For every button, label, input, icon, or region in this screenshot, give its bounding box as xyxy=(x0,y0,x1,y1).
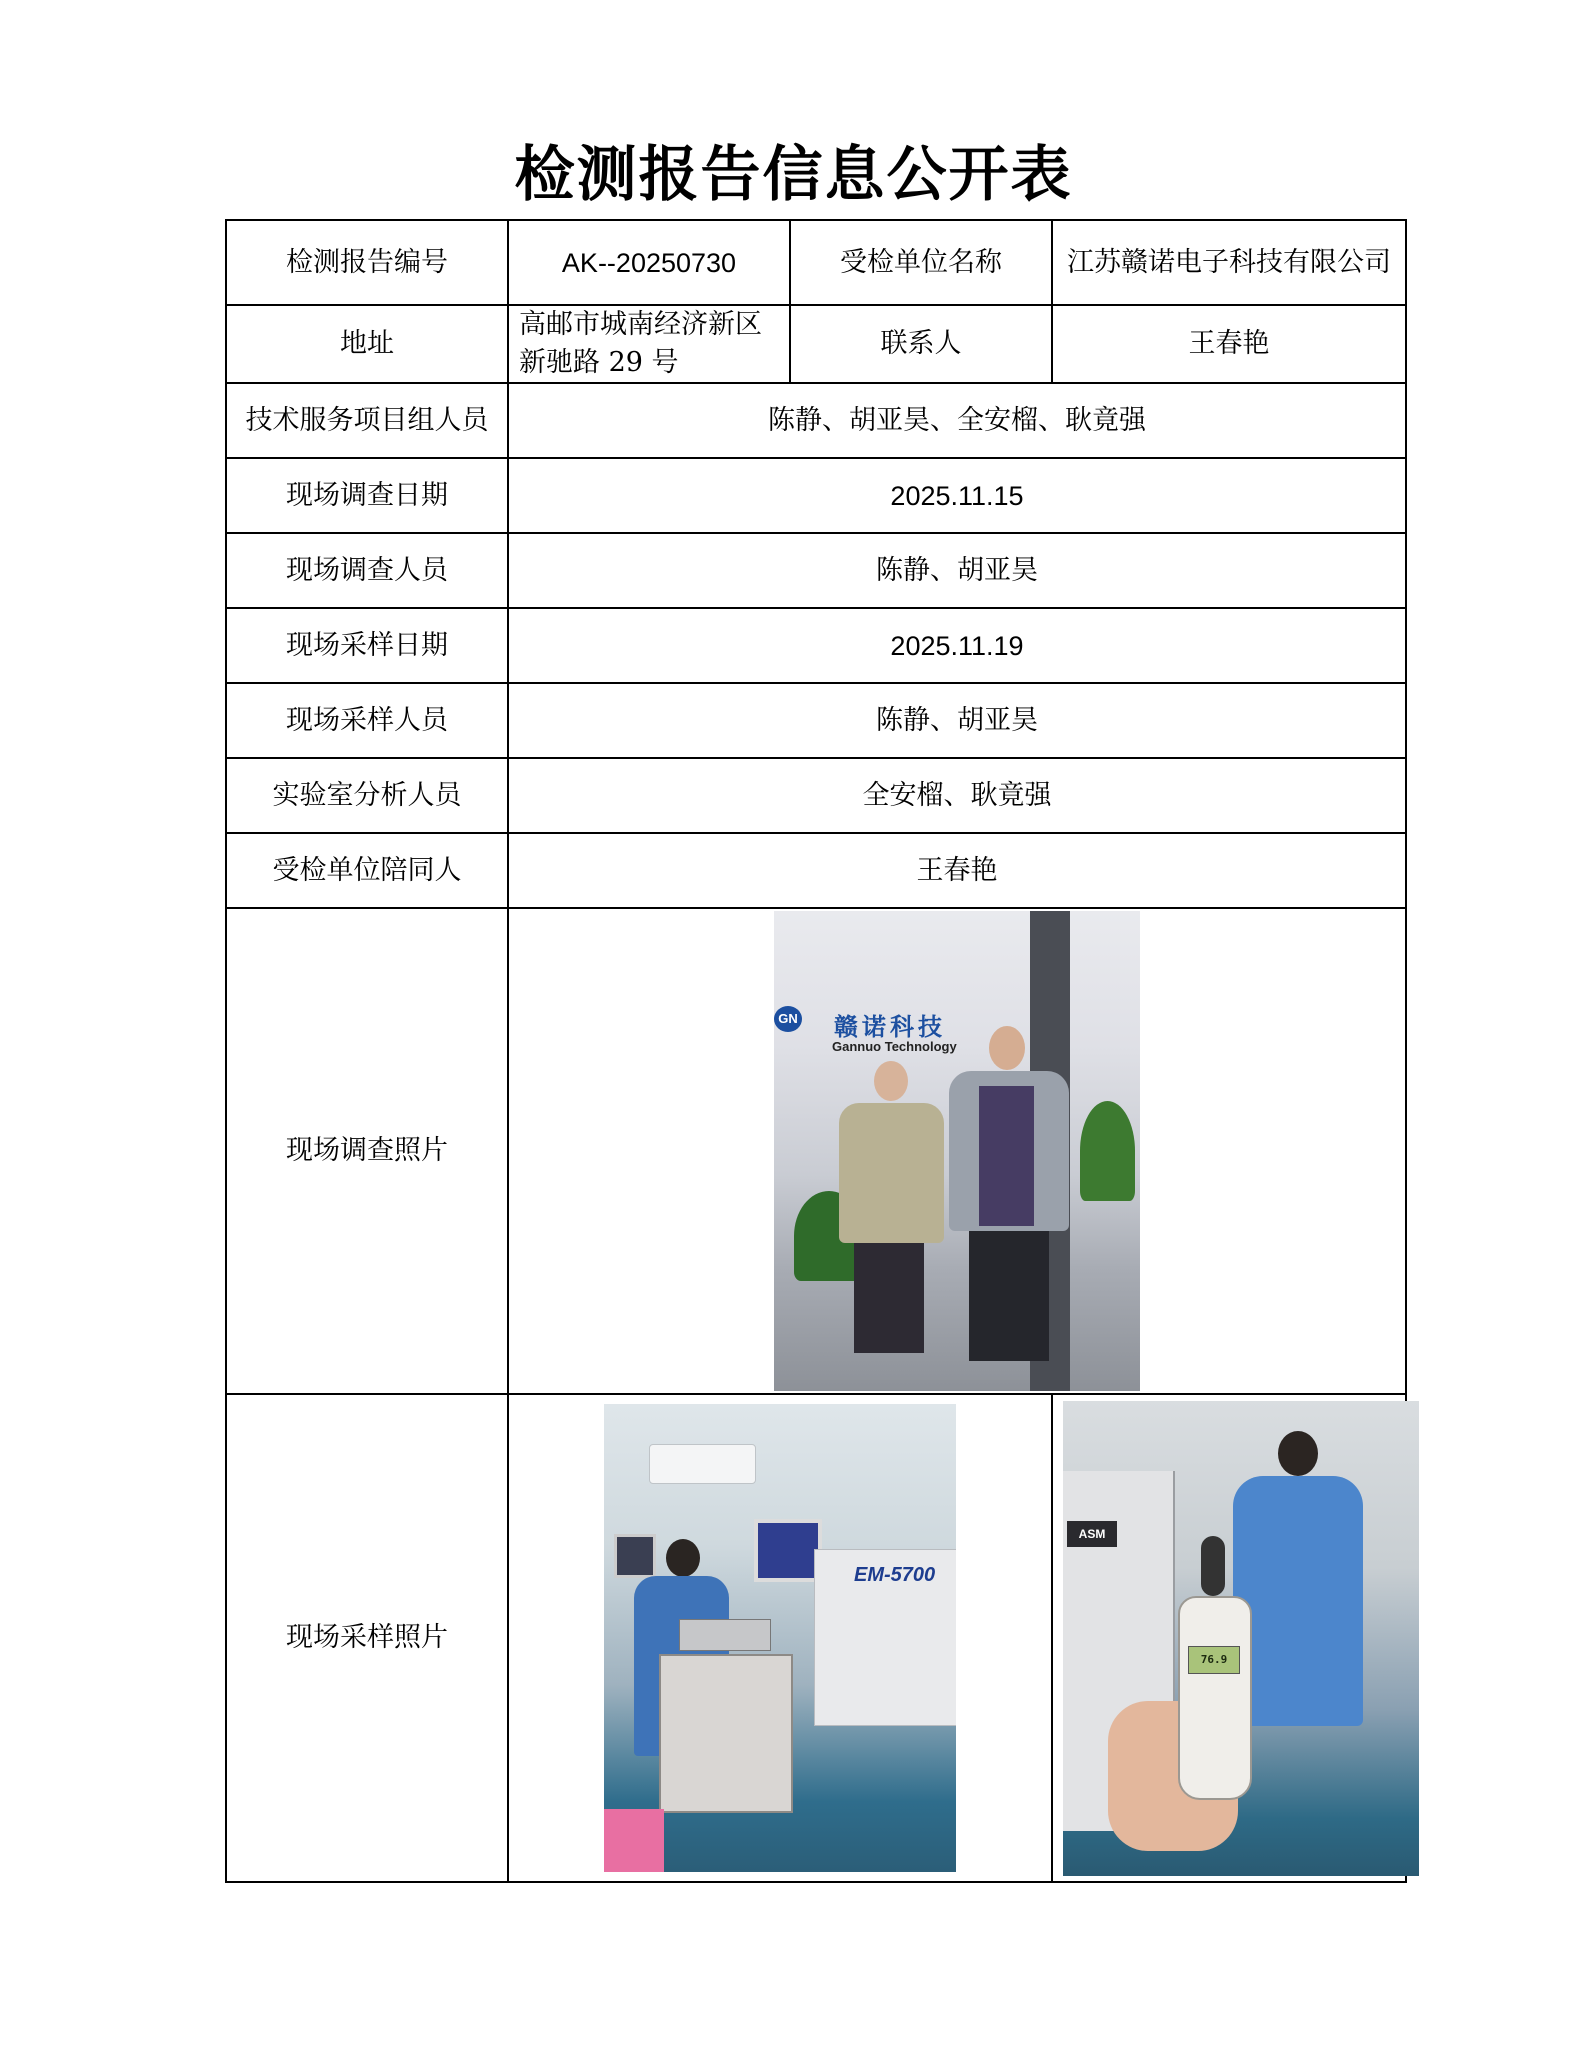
air-conditioner xyxy=(649,1444,756,1484)
survey-staff-label: 现场调查人员 xyxy=(226,533,508,608)
monitor-right xyxy=(754,1519,822,1582)
meter-display: 76.9 xyxy=(1188,1646,1240,1674)
person-man-head xyxy=(989,1026,1025,1070)
team-label: 技术服务项目组人员 xyxy=(226,383,508,458)
instrument-head xyxy=(679,1619,771,1651)
worker-body-2 xyxy=(1233,1476,1363,1726)
escort-label: 受检单位陪同人 xyxy=(226,833,508,908)
unit-value: 江苏赣诺电子科技有限公司 xyxy=(1052,220,1406,305)
sampling-photo-1 xyxy=(604,1404,956,1872)
page-title: 检测报告信息公开表 xyxy=(514,140,1073,210)
survey-photo-label: 现场调查照片 xyxy=(226,908,508,1394)
sampling-photo-2 xyxy=(1063,1401,1419,1876)
contact-value: 王春艳 xyxy=(1052,305,1406,383)
sampling-instrument xyxy=(659,1654,793,1813)
sampling-photo-cell-1 xyxy=(508,1394,1052,1882)
meter-microphone xyxy=(1201,1536,1225,1596)
lab-staff-value: 全安榴、耿竟强 xyxy=(508,758,1406,833)
person-woman-legs xyxy=(854,1243,924,1353)
report-table xyxy=(225,219,1407,1883)
monitor-left xyxy=(614,1534,656,1578)
survey-photo-cell xyxy=(508,908,1406,1394)
sampling-staff-label: 现场采样人员 xyxy=(226,683,508,758)
report-no-value: AK--20250730 xyxy=(508,220,790,305)
survey-photo xyxy=(774,911,1140,1391)
survey-date-label: 现场调查日期 xyxy=(226,458,508,533)
person-woman-head xyxy=(874,1061,908,1101)
company-sign-cn: 赣诺科技 xyxy=(834,1013,946,1041)
contact-label: 联系人 xyxy=(790,305,1052,383)
sampling-date-value: 2025.11.19 xyxy=(508,608,1406,683)
sampling-date-label: 现场采样日期 xyxy=(226,608,508,683)
person-woman-coat xyxy=(839,1103,944,1243)
survey-staff-value: 陈静、胡亚昊 xyxy=(508,533,1406,608)
report-no-label: 检测报告编号 xyxy=(226,220,508,305)
address-label: 地址 xyxy=(226,305,508,383)
sampling-photo-cell-2 xyxy=(1052,1394,1406,1882)
survey-date-value: 2025.11.15 xyxy=(508,458,1406,533)
worker-head xyxy=(666,1539,700,1577)
person-man-shirt xyxy=(979,1086,1034,1226)
lab-staff-label: 实验室分析人员 xyxy=(226,758,508,833)
machine-label: EM-5700 xyxy=(854,1564,936,1586)
escort-value: 王春艳 xyxy=(508,833,1406,908)
worker-head-2 xyxy=(1278,1431,1318,1476)
person-man-legs xyxy=(969,1231,1049,1361)
unit-label: 受检单位名称 xyxy=(790,220,1052,305)
pink-bin xyxy=(604,1809,664,1872)
address-value: 高邮市城南经济新区新驰路 29 号 xyxy=(508,305,790,383)
company-sign-en: Gannuo Technology xyxy=(832,1039,957,1054)
team-value: 陈静、胡亚昊、全安榴、耿竟强 xyxy=(508,383,1406,458)
company-logo: GN xyxy=(774,1006,802,1032)
sampling-staff-value: 陈静、胡亚昊 xyxy=(508,683,1406,758)
plant-right xyxy=(1080,1101,1135,1201)
sampling-photo-label: 现场采样照片 xyxy=(226,1394,508,1882)
sound-level-meter xyxy=(1178,1596,1252,1800)
asm-label: ASM xyxy=(1067,1521,1117,1547)
